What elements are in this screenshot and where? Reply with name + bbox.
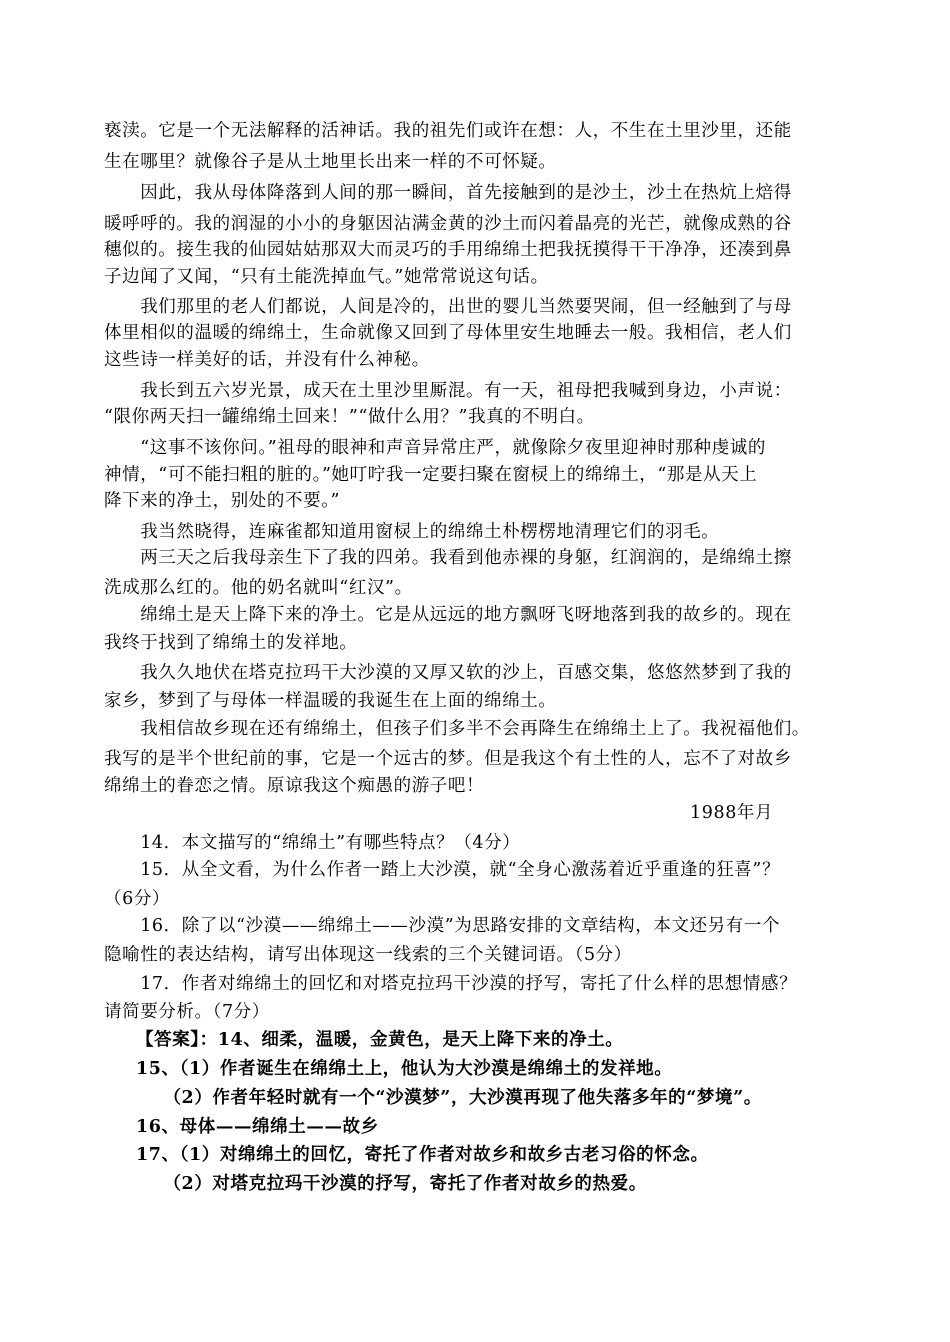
- text-line: “限你两天扫一罐绵绵土回来！”“做什么用？”我真的不明白。: [104, 407, 595, 427]
- answer-line: （2）作者年轻时就有一个“沙漠梦”，大沙漠再现了他失落多年的“梦境”。: [136, 1088, 762, 1108]
- question-line: 14．本文描写的“绵绵土”有哪些特点？（4分）: [104, 833, 521, 853]
- text-line: 子边闻了又闻，“只有土能洗掉血气。”她常常说这句话。: [104, 267, 549, 287]
- question-line: 隐喻性的表达结构，请写出体现这一线索的三个关键词语。（5分）: [104, 945, 632, 965]
- text-line: 家乡，梦到了与母体一样温暖的我诞生在上面的绵绵土。: [104, 691, 557, 711]
- answer-line: （2）对塔克拉玛干沙漠的抒写，寄托了作者对故乡的热爱。: [136, 1174, 647, 1194]
- answer-line: 【答案】：14、细柔，温暖，金黄色，是天上降下来的净土。: [136, 1030, 624, 1050]
- question-line: 15．从全文看，为什么作者一踏上大沙漠，就“全身心激荡着近乎重逢的狂喜”？: [104, 860, 781, 880]
- text-line: 我写的是半个世纪前的事，它是一个远古的梦。但是我这个有土性的人，忘不了对故乡: [104, 749, 792, 769]
- text-line: 亵渎。它是一个无法解释的活神话。我的祖先们或许在想：人，不生在土里沙里，还能: [104, 121, 792, 141]
- question-line: 16．除了以“沙漠——绵绵土——沙漠”为思路安排的文章结构，本文还另有一个: [104, 916, 781, 936]
- answer-line: 15、（1）作者诞生在绵绵土上，他认为大沙漠是绵绵土的发祥地。: [136, 1059, 673, 1079]
- text-line: “这事不该你问。”祖母的眼神和声音异常庄严，就像除夕夜里迎神时那种虔诚的: [104, 438, 766, 458]
- question-line: （6分）: [104, 889, 171, 909]
- text-line: 因此，我从母体降落到人间的那一瞬间，首先接触到的是沙土，沙土在热炕上焙得: [104, 183, 792, 203]
- text-line: 我长到五六岁光景，成天在土里沙里厮混。有一天，祖母把我喊到身边，小声说：: [104, 381, 792, 401]
- text-line: 洗成那么红的。他的奶名就叫“红汉”。: [104, 578, 413, 598]
- question-line: 请简要分析。（7分）: [104, 1002, 270, 1022]
- text-line: 体里相似的温暖的绵绵土，生命就像又回到了母体里安生地睡去一般。我相信，老人们: [104, 323, 792, 343]
- text-line: 绵绵土是天上降下来的净土。它是从远远的地方飘呀飞呀地落到我的故乡的。现在: [104, 605, 792, 625]
- text-line: 暖呼呼的。我的润湿的小小的身躯因沾满金黄的沙土而闪着晶亮的光芒，就像成熟的谷: [104, 214, 792, 234]
- text-line: 绵绵土的眷恋之情。原谅我这个痴愚的游子吧！: [104, 776, 485, 796]
- text-line: 两三天之后我母亲生下了我的四弟。我看到他赤裸的身躯，红润润的，是绵绵土擦: [104, 548, 792, 568]
- text-line: 我们那里的老人们都说，人间是冷的，出世的婴儿当然要哭闹，但一经触到了与母: [104, 297, 792, 317]
- text-line: 我终于找到了绵绵土的发祥地。: [104, 633, 358, 653]
- text-line: 降下来的净土，别处的不要。”: [104, 491, 341, 511]
- text-line: 这些诗一样美好的话，并没有什么神秘。: [104, 350, 430, 370]
- text-line: 我当然晓得，连麻雀都知道用窗棂上的绵绵土朴楞楞地清理它们的羽毛。: [104, 522, 720, 542]
- text-line: 我相信故乡现在还有绵绵土，但孩子们多半不会再降生在绵绵土上了。我祝福他们。: [104, 719, 810, 739]
- question-line: 17．作者对绵绵土的回忆和对塔克拉玛干沙漠的抒写，寄托了什么样的思想情感？: [104, 974, 798, 994]
- answer-line: 16、母体——绵绵土——故乡: [136, 1117, 379, 1137]
- answer-line: 17、（1）对绵绵土的回忆，寄托了作者对故乡和故乡古老习俗的怀念。: [136, 1145, 709, 1165]
- text-line: 生在哪里？就像谷子是从土地里长出来一样的不可怀疑。: [104, 152, 557, 172]
- text-line: 穗似的。接生我的仙园姑姑那双大而灵巧的手用绵绵土把我抚摸得干干净净，还凑到鼻: [104, 240, 792, 260]
- text-line: 神情，“可不能扫粗的脏的。”她叮咛我一定要扫聚在窗棂上的绵绵土，“那是从天上: [104, 465, 758, 485]
- text-line: 我久久地伏在塔克拉玛干大沙漠的又厚又软的沙上，百感交集，悠悠然梦到了我的: [104, 663, 792, 683]
- article-date: 1988年月: [690, 803, 774, 823]
